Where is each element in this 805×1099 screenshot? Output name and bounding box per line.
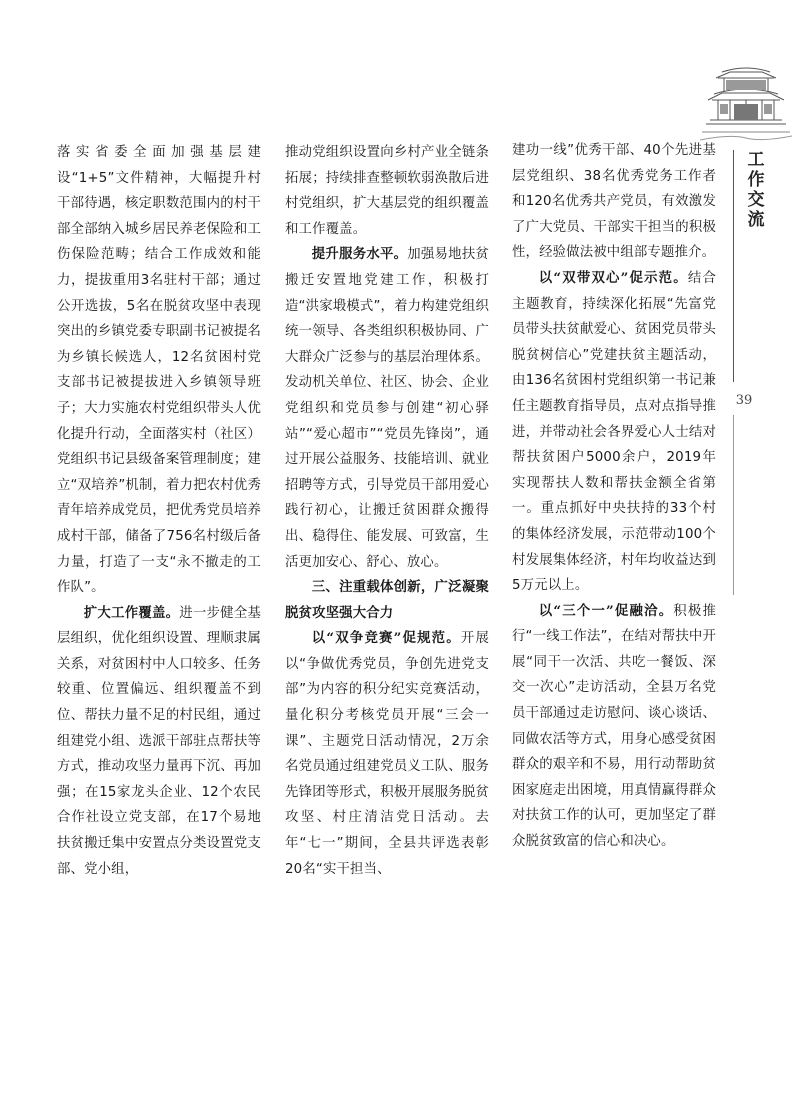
paragraph [285,626,489,882]
paragraph-lead: 以“三个一”促融洽。 [538,602,674,619]
paragraph-lead: 以“双争竞赛”促规范。 [311,630,461,647]
paragraph [512,266,716,599]
paragraph [512,138,716,266]
paragraph-lead: 提升服务水平。 [311,246,408,263]
paragraph-text: 积极推行“一线工作法”，在结对帮扶中开展“同干一次活、共吃一餐饭、深交一次心”走访活动，全县万名党员干部通过走访慰问、谈心谈话、同做农活等方式，用身心感受贫困群众的艰辛和不易，用行动帮助贫困家庭走出困境，用真情赢得群众对扶贫工作的认可，更加坚定了群众脱贫致富的信心和决心。 [512,603,717,850]
paragraph [512,599,716,855]
paragraph [285,242,489,575]
page-number-divider [733,415,734,595]
section-title: 工作交流 [747,150,765,230]
section-heading: 三、注重载体创新，广泛凝聚脱贫攻坚强大合力 [285,580,489,621]
paragraph-text: 开展以“争做优秀党员，争创先进党支部”为内容的积分纪实竞赛活动，量化积分考核党员开展“三会一课”、主题党日活动情况，2万余名党员通过组建党员义工队、服务先锋团等形式，积极开展服务脱贫攻坚、村庄清洁党日活动。去年“七一”期间，全县共评选表彰20名“实干担当、 [285,631,489,877]
section-divider [733,150,734,382]
paragraph-text: 落实省委全面加强基层建设“1+5”文件精神，大幅提升村干部待遇，核定职数范围内的村干部全部纳入城乡居民养老保险和工伤保险范畴；结合工作成效和能力，提拔重用3名驻村干部；通过公开选拔，5名在脱贫攻坚中表现突出的乡镇党委专职副书记被提名为乡镇长候选人，12名贫困村党支部书记被提拔进入乡镇领导班子；大力实施农村党组织带头人优化提升行动，全面落实村（社区）党组织书记县级备案管理制度；建立“双培养”机制，着力把农村优秀青年培养成党员，把优秀党员培养成村干部，储备了756名村级后备力量，打造了一支“永不撤走的工作队”。 [57,145,261,596]
paragraph-lead: 以“双带双心”促示范。 [538,269,688,286]
paragraph-text: 结合主题教育，持续深化拓展“先富党员带头扶贫献爱心、贫困党员带头脱贫树信心”党建扶贫主题活动，由136名贫困村党组织第一书记兼任主题教育指导员，点对点指导推进，并带动社会各界爱心人士结对帮扶贫困户5000余户，2019年实现帮扶人数和帮扶金额全省第一。重点抓好中央扶持的33个村的集体经济发展，示范带动100个村发展集体经济，村年均收益达到5万元以上。 [512,270,716,594]
paragraph-text: 进一步健全基层组织，优化组织设置、理顺隶属关系，对贫困村中人口较多、任务较重、位置偏远、组织覆盖不到位、帮扶力量不足的村民组，通过组建党小组、选派干部驻点帮扶等方式，推动攻坚力量再下沉、再加强；在15家龙头企业、12个农民合作社设立党支部，在17个易地扶贫搬迁集中安置点分类设置党支部、党小组， [57,605,261,877]
paragraph [285,140,489,242]
text-column-3 [512,138,716,855]
text-column-1 [57,140,261,882]
pavilion-illustration [700,58,792,150]
paragraph-text: 加强易地扶贫搬迁安置地党建工作，积极打造“洪家塅模式”，着力构建党组织统一领导、各类组织积极协同、广大群众广泛参与的基层治理体系。发动机关单位、社区、协会、企业党组织和党员参与创建“初心驿站”“爱心超市”“党员先锋岗”，通过开展公益服务、技能培训、就业招聘等方式，引导党员干部用爱心践行初心，让搬迁贫困群众搬得出、稳得住、能发展、可致富，生活更加安心、舒心、放心。 [285,247,489,570]
paragraph [57,601,261,883]
paragraph-lead: 扩大工作覆盖。 [83,604,180,621]
paragraph [57,140,261,601]
page-number: 39 [735,393,753,408]
paragraph-text: 推动党组织设置向乡村产业全链条拓展；持续排查整顿软弱涣散后进村党组织，扩大基层党的组织覆盖和工作覆盖。 [285,145,489,237]
text-column-2 [285,140,489,882]
paragraph-text: 建功一线”优秀干部、40个先进基层党组织、38名优秀党务工作者和120名优秀共产党员，有效激发了广大党员、干部实干担当的积极性，经验做法被中组部专题推介。 [512,143,716,261]
